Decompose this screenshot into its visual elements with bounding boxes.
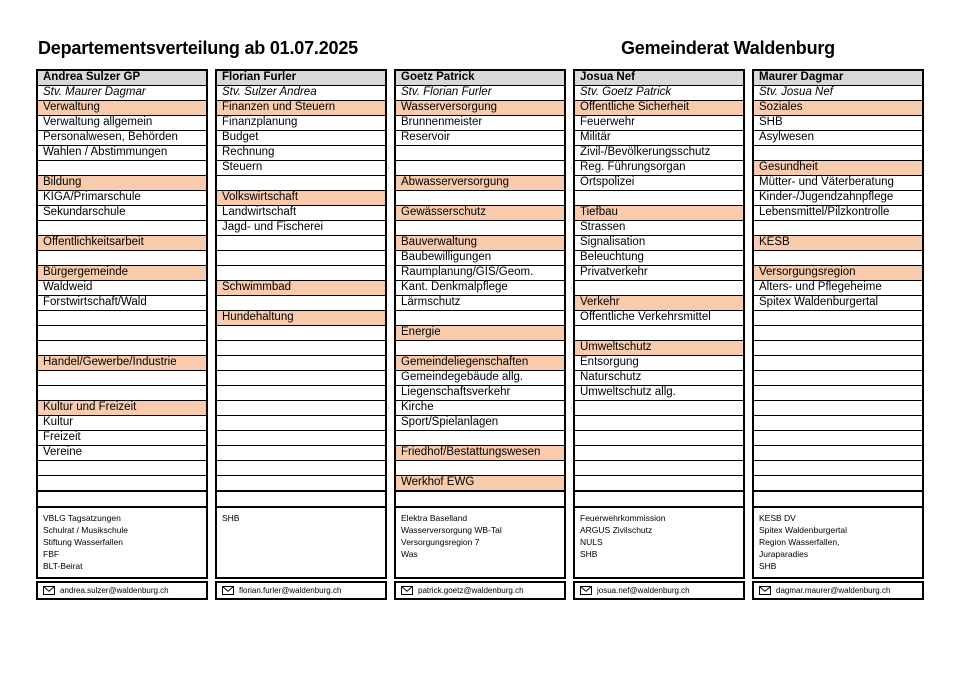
item-cell bbox=[754, 326, 922, 341]
item-cell bbox=[754, 446, 922, 461]
item-cell bbox=[217, 251, 385, 266]
item-cell bbox=[754, 311, 922, 326]
deputy-name: Stv. Sulzer Andrea bbox=[217, 86, 385, 101]
member-column bbox=[394, 69, 566, 600]
note-line: BLT-Beirat bbox=[43, 561, 83, 571]
item-cell bbox=[217, 431, 385, 446]
deputy-name: Stv. Josua Nef bbox=[754, 86, 922, 101]
note-line: SHB bbox=[222, 513, 240, 523]
email-row bbox=[394, 581, 566, 600]
item-cell bbox=[38, 221, 206, 236]
notes-box bbox=[573, 508, 745, 579]
email-row bbox=[573, 581, 745, 600]
category-cell: Verwaltung bbox=[38, 101, 206, 116]
item-cell bbox=[754, 146, 922, 161]
note-line: ARGUS Zivilschutz bbox=[580, 525, 653, 535]
envelope-icon bbox=[43, 586, 55, 595]
email-address: patrick.goetz@waldenburg.ch bbox=[418, 586, 524, 595]
item-cell bbox=[575, 326, 743, 341]
category-cell: Abwasserversorgung bbox=[396, 176, 564, 191]
item-cell bbox=[38, 311, 206, 326]
item-cell: SHB bbox=[754, 116, 922, 131]
note-line: FBF bbox=[43, 549, 60, 559]
item-cell bbox=[575, 401, 743, 416]
member-column bbox=[573, 69, 745, 600]
item-cell: Entsorgung bbox=[575, 356, 743, 371]
item-cell bbox=[396, 161, 564, 176]
item-cell bbox=[754, 401, 922, 416]
item-cell: Kirche bbox=[396, 401, 564, 416]
item-cell: Spitex Waldenburgertal bbox=[754, 296, 922, 311]
category-cell: Öffentlichkeitsarbeit bbox=[38, 236, 206, 251]
item-cell: Raumplanung/GIS/Geom. bbox=[396, 266, 564, 281]
member-name: Goetz Patrick bbox=[396, 71, 564, 86]
category-cell: Handel/Gewerbe/Industrie bbox=[38, 356, 206, 371]
category-cell: Energie bbox=[396, 326, 564, 341]
item-cell: Finanzplanung bbox=[217, 116, 385, 131]
item-cell bbox=[754, 221, 922, 236]
item-cell bbox=[38, 386, 206, 401]
email-address: florian.furler@waldenburg.ch bbox=[239, 586, 342, 595]
item-cell bbox=[38, 476, 206, 491]
item-cell bbox=[38, 161, 206, 176]
item-cell bbox=[217, 266, 385, 281]
item-cell: Vereine bbox=[38, 446, 206, 461]
document-subtitle: Gemeinderat Waldenburg bbox=[621, 38, 835, 58]
category-cell: Gemeindeliegenschaften bbox=[396, 356, 564, 371]
email-row bbox=[36, 581, 208, 600]
envelope-icon bbox=[759, 586, 771, 595]
category-cell: Schwimmbad bbox=[217, 281, 385, 296]
member-grid bbox=[573, 69, 745, 508]
note-line: Stiftung Wasserfallen bbox=[43, 537, 123, 547]
item-cell: Militär bbox=[575, 131, 743, 146]
item-cell: Kultur bbox=[38, 416, 206, 431]
member-column bbox=[215, 69, 387, 600]
item-cell bbox=[754, 251, 922, 266]
category-cell: Soziales bbox=[754, 101, 922, 116]
item-cell bbox=[575, 281, 743, 296]
item-cell bbox=[38, 326, 206, 341]
item-cell: Brunnenmeister bbox=[396, 116, 564, 131]
item-cell bbox=[575, 416, 743, 431]
deputy-name: Stv. Maurer Dagmar bbox=[38, 86, 206, 101]
category-cell: Gesundheit bbox=[754, 161, 922, 176]
envelope-icon bbox=[580, 586, 592, 595]
item-cell bbox=[575, 491, 743, 506]
item-cell bbox=[38, 371, 206, 386]
note-line: SHB bbox=[580, 549, 598, 559]
category-cell: Wasserversorgung bbox=[396, 101, 564, 116]
item-cell bbox=[754, 476, 922, 491]
note-line: Elektra Baselland bbox=[401, 513, 468, 523]
item-cell bbox=[575, 446, 743, 461]
category-cell: Bildung bbox=[38, 176, 206, 191]
member-grid bbox=[36, 69, 208, 508]
item-cell bbox=[217, 176, 385, 191]
member-grid bbox=[215, 69, 387, 508]
email-row bbox=[215, 581, 387, 600]
item-cell bbox=[217, 401, 385, 416]
item-cell bbox=[217, 296, 385, 311]
member-grid bbox=[394, 69, 566, 508]
item-cell bbox=[217, 356, 385, 371]
item-cell: Forstwirtschaft/Wald bbox=[38, 296, 206, 311]
notes-box bbox=[215, 508, 387, 579]
item-cell: Jagd- und Fischerei bbox=[217, 221, 385, 236]
item-cell: Freizeit bbox=[38, 431, 206, 446]
member-name: Josua Nef bbox=[575, 71, 743, 86]
item-cell: Privatverkehr bbox=[575, 266, 743, 281]
item-cell: Lärmschutz bbox=[396, 296, 564, 311]
item-cell bbox=[38, 341, 206, 356]
email-address: dagmar.maurer@waldenburg.ch bbox=[776, 586, 891, 595]
item-cell: Verwaltung allgemein bbox=[38, 116, 206, 131]
item-cell: Sport/Spielanlagen bbox=[396, 416, 564, 431]
item-cell: Feuerwehr bbox=[575, 116, 743, 131]
deputy-name: Stv. Florian Furler bbox=[396, 86, 564, 101]
item-cell: Öffentliche Verkehrsmittel bbox=[575, 311, 743, 326]
item-cell: Reservoir bbox=[396, 131, 564, 146]
item-cell bbox=[217, 341, 385, 356]
note-line: NULS bbox=[580, 537, 603, 547]
item-cell bbox=[754, 461, 922, 476]
note-line: Juraparadies bbox=[759, 549, 809, 559]
item-cell bbox=[217, 446, 385, 461]
item-cell: Reg. Führungsorgan bbox=[575, 161, 743, 176]
notes-box bbox=[394, 508, 566, 579]
item-cell: Kinder-/Jugendzahnpflege bbox=[754, 191, 922, 206]
department-distribution-table bbox=[36, 69, 924, 600]
item-cell bbox=[396, 191, 564, 206]
item-cell bbox=[754, 356, 922, 371]
item-cell: Personalwesen, Behörden bbox=[38, 131, 206, 146]
item-cell: Ortspolizei bbox=[575, 176, 743, 191]
category-cell: Friedhof/Bestattungswesen bbox=[396, 446, 564, 461]
note-line: Versorgungsregion 7 bbox=[401, 537, 480, 547]
item-cell: Lebensmittel/Pilzkontrolle bbox=[754, 206, 922, 221]
notes-box bbox=[36, 508, 208, 579]
note-line: VBLG Tagsatzungen bbox=[43, 513, 121, 523]
member-column bbox=[36, 69, 208, 600]
category-cell: Hundehaltung bbox=[217, 311, 385, 326]
item-cell bbox=[217, 386, 385, 401]
item-cell: Baubewilligungen bbox=[396, 251, 564, 266]
item-cell bbox=[575, 476, 743, 491]
item-cell bbox=[575, 461, 743, 476]
note-line: Wasserversorgung WB-Tal bbox=[401, 525, 502, 535]
item-cell: Sekundarschule bbox=[38, 206, 206, 221]
item-cell bbox=[754, 416, 922, 431]
member-column bbox=[752, 69, 924, 600]
item-cell bbox=[217, 326, 385, 341]
item-cell bbox=[396, 341, 564, 356]
member-grid bbox=[752, 69, 924, 508]
item-cell bbox=[38, 461, 206, 476]
category-cell: Volkswirtschaft bbox=[217, 191, 385, 206]
note-line: SHB bbox=[759, 561, 777, 571]
item-cell: Signalisation bbox=[575, 236, 743, 251]
item-cell bbox=[754, 341, 922, 356]
item-cell: Alters- und Pflegeheime bbox=[754, 281, 922, 296]
item-cell: Mütter- und Väterberatung bbox=[754, 176, 922, 191]
envelope-icon bbox=[222, 586, 234, 595]
category-cell: Umweltschutz bbox=[575, 341, 743, 356]
item-cell: Liegenschaftsverkehr bbox=[396, 386, 564, 401]
note-line: Schulrat / Musikschule bbox=[43, 525, 129, 535]
item-cell bbox=[396, 461, 564, 476]
item-cell bbox=[217, 491, 385, 506]
category-cell: Finanzen und Steuern bbox=[217, 101, 385, 116]
deputy-name: Stv. Goetz Patrick bbox=[575, 86, 743, 101]
envelope-icon bbox=[401, 586, 413, 595]
item-cell bbox=[754, 491, 922, 506]
category-cell: Tiefbau bbox=[575, 206, 743, 221]
item-cell bbox=[217, 371, 385, 386]
item-cell: Landwirtschaft bbox=[217, 206, 385, 221]
item-cell: Zivil-/Bevölkerungsschutz bbox=[575, 146, 743, 161]
document-title: Departementsverteilung ab 01.07.2025 bbox=[38, 38, 358, 58]
item-cell: Kant. Denkmalpflege bbox=[396, 281, 564, 296]
category-cell: Öffentliche Sicherheit bbox=[575, 101, 743, 116]
item-cell: Rechnung bbox=[217, 146, 385, 161]
member-name: Florian Furler bbox=[217, 71, 385, 86]
item-cell bbox=[217, 236, 385, 251]
item-cell bbox=[396, 491, 564, 506]
member-name: Maurer Dagmar bbox=[754, 71, 922, 86]
item-cell bbox=[575, 191, 743, 206]
note-line: Region Wasserfallen, bbox=[759, 537, 840, 547]
category-cell: Bürgergemeinde bbox=[38, 266, 206, 281]
item-cell bbox=[217, 416, 385, 431]
notes-box bbox=[752, 508, 924, 579]
note-line: Was bbox=[401, 549, 418, 559]
category-cell: Gewässerschutz bbox=[396, 206, 564, 221]
category-cell: Kultur und Freizeit bbox=[38, 401, 206, 416]
item-cell: Steuern bbox=[217, 161, 385, 176]
item-cell: KIGA/Primarschule bbox=[38, 191, 206, 206]
item-cell: Asylwesen bbox=[754, 131, 922, 146]
note-line: Feuerwehrkommission bbox=[580, 513, 666, 523]
email-row bbox=[752, 581, 924, 600]
item-cell: Waldweid bbox=[38, 281, 206, 296]
item-cell bbox=[38, 251, 206, 266]
item-cell: Umweltschutz allg. bbox=[575, 386, 743, 401]
email-address: josua.nef@waldenburg.ch bbox=[597, 586, 690, 595]
item-cell: Naturschutz bbox=[575, 371, 743, 386]
item-cell bbox=[217, 461, 385, 476]
item-cell bbox=[396, 311, 564, 326]
item-cell: Budget bbox=[217, 131, 385, 146]
item-cell bbox=[754, 431, 922, 446]
item-cell: Beleuchtung bbox=[575, 251, 743, 266]
category-cell: KESB bbox=[754, 236, 922, 251]
item-cell bbox=[754, 371, 922, 386]
item-cell bbox=[575, 431, 743, 446]
item-cell: Wahlen / Abstimmungen bbox=[38, 146, 206, 161]
item-cell bbox=[217, 476, 385, 491]
item-cell bbox=[396, 146, 564, 161]
category-cell: Werkhof EWG bbox=[396, 476, 564, 491]
category-cell: Bauverwaltung bbox=[396, 236, 564, 251]
note-line: KESB DV bbox=[759, 513, 796, 523]
item-cell bbox=[396, 221, 564, 236]
category-cell: Versorgungsregion bbox=[754, 266, 922, 281]
category-cell: Verkehr bbox=[575, 296, 743, 311]
item-cell bbox=[38, 491, 206, 506]
item-cell: Gemeindegebäude allg. bbox=[396, 371, 564, 386]
email-address: andrea.sulzer@waldenburg.ch bbox=[60, 586, 169, 595]
item-cell: Strassen bbox=[575, 221, 743, 236]
note-line: Spitex Waldenburgertal bbox=[759, 525, 848, 535]
item-cell bbox=[396, 431, 564, 446]
item-cell bbox=[754, 386, 922, 401]
member-name: Andrea Sulzer GP bbox=[38, 71, 206, 86]
